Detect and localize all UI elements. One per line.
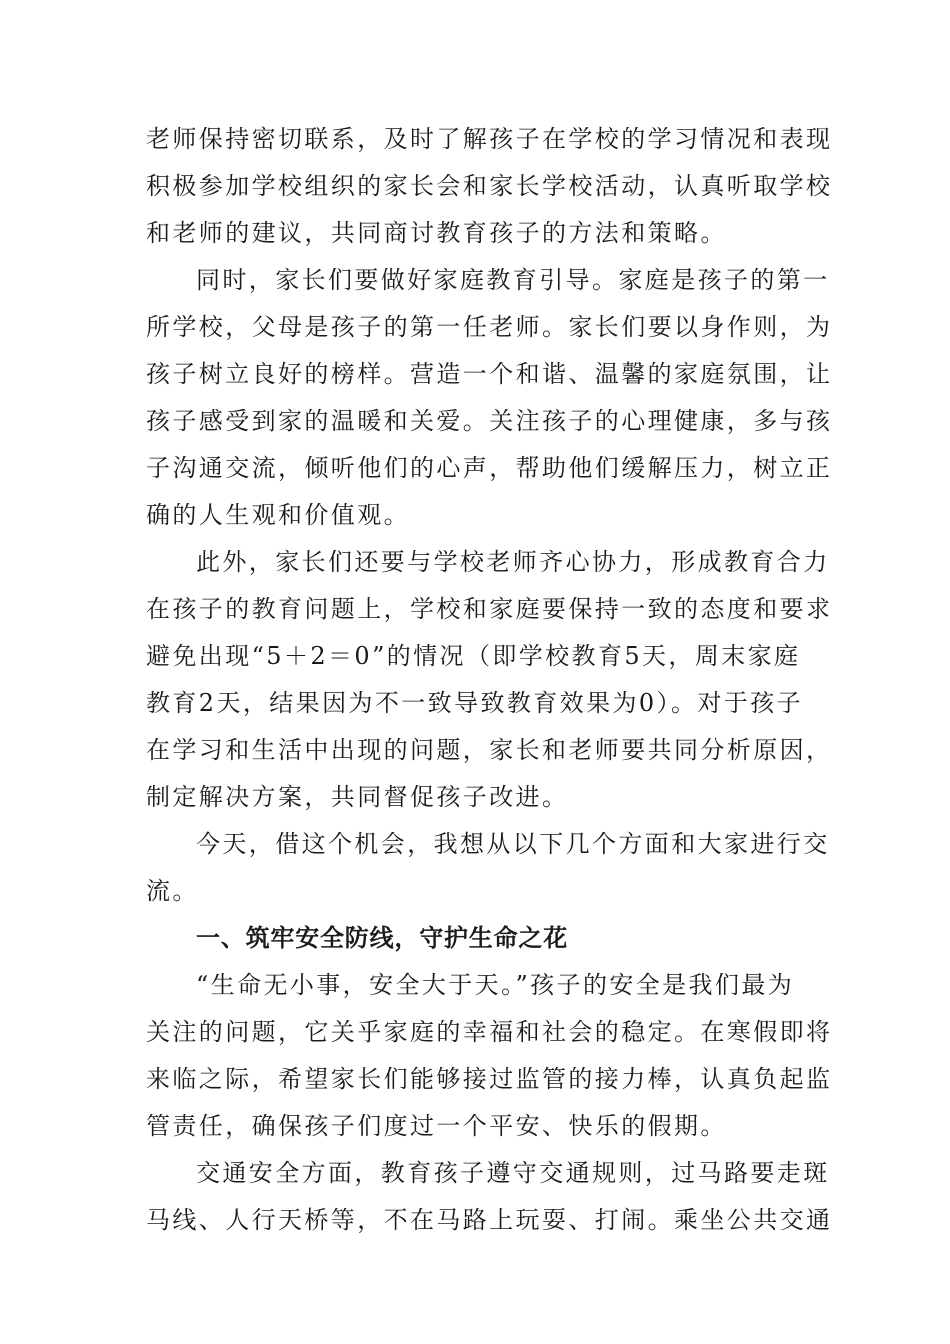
paragraph-first-line: 今天，借这个机会，我想从以下几个方面和大家进行交 [196,830,830,858]
body-line: 在孩子的教育问题上，学校和家庭要保持一致的态度和要求 [146,595,833,623]
body-line: 和老师的建议，共同商讨教育孩子的方法和策略。 [146,219,727,247]
body-line: 在学习和生活中出现的问题，家长和老师要共同分析原因， [146,736,833,764]
body-line: 确的人生观和价值观。 [146,501,410,529]
paragraph-first-line: 此外，家长们还要与学校老师齐心协力，形成教育合力 [196,548,830,576]
section-heading: 一、筑牢安全防线，守护生命之花 [196,924,568,952]
body-line: 子沟通交流，倾听他们的心声，帮助他们缓解压力，树立正 [146,454,833,482]
body-line: 避免出现“5＋2＝0”的情况（即学校教育5天，周末家庭 [146,642,801,670]
body-line: 孩子感受到家的温暖和关爱。关注孩子的心理健康，多与孩 [146,407,833,435]
paragraph-first-line: 同时，家长们要做好家庭教育引导。家庭是孩子的第一 [196,266,830,294]
paragraph-first-line: 交通安全方面，教育孩子遵守交通规则，过马路要走斑 [196,1159,830,1187]
body-line: 关注的问题，它关乎家庭的幸福和社会的稳定。在寒假即将 [146,1018,833,1046]
paragraph-first-line: “生命无小事，安全大于天。”孩子的安全是我们最为 [196,971,795,999]
body-line: 马线、人行天桥等，不在马路上玩耍、打闹。乘坐公共交通 [146,1206,833,1234]
body-line: 来临之际，希望家长们能够接过监管的接力棒，认真负起监 [146,1065,833,1093]
body-line: 流。 [146,877,199,905]
body-line: 所学校，父母是孩子的第一任老师。家长们要以身作则，为 [146,313,833,341]
body-line: 老师保持密切联系，及时了解孩子在学校的学习情况和表现 [146,125,833,153]
body-line: 管责任，确保孩子们度过一个平安、快乐的假期。 [146,1112,727,1140]
document-body [146,116,833,1244]
body-line: 积极参加学校组织的家长会和家长学校活动，认真听取学校 [146,172,833,200]
body-line: 制定解决方案，共同督促孩子改进。 [146,783,569,811]
body-line: 教育2天，结果因为不一致导致教育效果为0）。对于孩子 [146,689,803,717]
body-line: 孩子树立良好的榜样。营造一个和谐、温馨的家庭氛围，让 [146,360,833,388]
